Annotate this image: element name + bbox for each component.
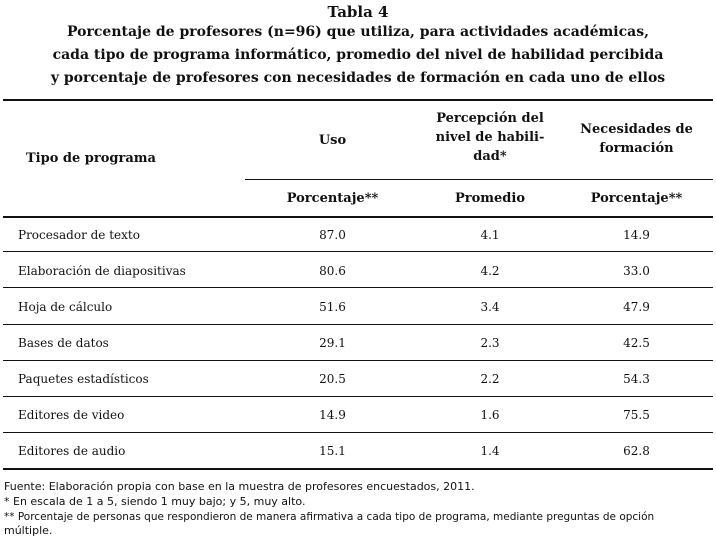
footnote-scale: * En escala de 1 a 5, siendo 1 muy bajo; y 5, muy alto. — [4, 495, 306, 508]
caption-line-1: Porcentaje de profesores (n=96) que utiliza, para actividades académicas, — [67, 24, 649, 40]
footnote-percentage-cont: múltiple. — [4, 524, 53, 537]
header-necesidades-line: formación — [599, 141, 674, 156]
source-note: Fuente: Elaboración propia con base en la muestra de profesores encuestados, 2011. — [4, 480, 475, 493]
subheader-uso: Porcentaje** — [286, 191, 379, 206]
header-necesidades-line: Necesidades de — [580, 122, 693, 137]
cell-necesidades: 14.9 — [623, 228, 650, 242]
cell-promedio: 1.6 — [480, 408, 500, 422]
caption-line-2: cada tipo de programa informático, promedio del nivel de habilidad percibida — [52, 47, 664, 63]
row-divider — [3, 251, 713, 252]
row-divider — [3, 396, 713, 397]
header-percepcion-line: nivel de habili- — [435, 130, 545, 145]
cell-promedio: 2.2 — [480, 372, 500, 386]
cell-uso: 80.6 — [319, 264, 346, 278]
cell-uso: 29.1 — [319, 336, 346, 350]
cell-necesidades: 33.0 — [623, 264, 650, 278]
cell-necesidades: 47.9 — [623, 300, 650, 314]
cell-uso: 15.1 — [319, 444, 346, 458]
row-divider — [3, 360, 713, 361]
cell-tipo: Paquetes estadísticos — [18, 372, 149, 386]
cell-necesidades: 62.8 — [623, 444, 650, 458]
cell-uso: 51.6 — [319, 300, 346, 314]
cell-tipo: Hoja de cálculo — [18, 300, 113, 314]
cell-tipo: Procesador de texto — [18, 228, 140, 242]
row-divider — [3, 287, 713, 288]
cell-promedio: 2.3 — [480, 336, 500, 350]
subheader-necesidades: Porcentaje** — [590, 191, 683, 206]
table-number: Tabla 4 — [327, 3, 389, 21]
cell-promedio: 3.4 — [480, 300, 500, 314]
cell-uso: 87.0 — [319, 228, 346, 242]
header-mid-rule — [245, 179, 713, 180]
table-bottom-rule — [3, 468, 713, 470]
cell-tipo: Elaboración de diapositivas — [18, 264, 186, 278]
cell-promedio: 4.2 — [480, 264, 500, 278]
cell-necesidades: 75.5 — [623, 408, 650, 422]
row-divider — [3, 324, 713, 325]
header-percepcion — [420, 109, 560, 166]
cell-tipo: Editores de video — [18, 408, 125, 422]
cell-tipo: Editores de audio — [18, 444, 126, 458]
header-necesidades — [560, 120, 713, 158]
cell-tipo: Bases de datos — [18, 336, 109, 350]
cell-necesidades: 42.5 — [623, 336, 650, 350]
cell-promedio: 1.4 — [480, 444, 500, 458]
caption-line-3: y porcentaje de profesores con necesidades de formación en cada uno de ellos — [50, 70, 666, 86]
header-tipo: Tipo de programa — [26, 151, 156, 166]
row-divider — [3, 432, 713, 433]
cell-promedio: 4.1 — [480, 228, 500, 242]
cell-uso: 14.9 — [319, 408, 346, 422]
header-percepcion-line: Percepción del — [436, 111, 544, 126]
cell-uso: 20.5 — [319, 372, 346, 386]
table-top-rule — [3, 99, 713, 101]
header-percepcion-line: dad* — [473, 149, 507, 164]
header-uso: Uso — [318, 133, 347, 148]
footnote-percentage: ** Porcentaje de personas que respondieron de manera afirmativa a cada tipo de programa, mediante preguntas de opción — [4, 511, 655, 523]
subheader-percepcion: Promedio — [454, 191, 526, 206]
header-bottom-rule — [3, 216, 713, 218]
cell-necesidades: 54.3 — [623, 372, 650, 386]
